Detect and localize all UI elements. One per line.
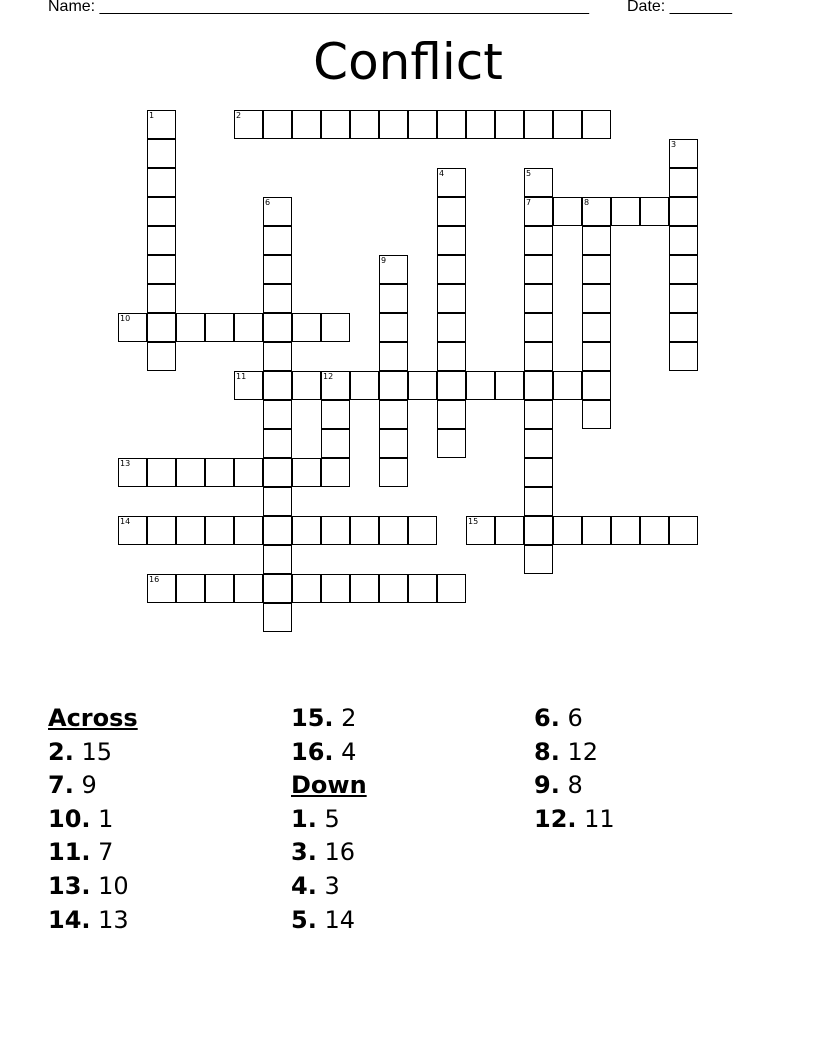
clue-down-1 (291, 803, 367, 837)
crossword-cell[interactable] (524, 429, 553, 458)
crossword-cell[interactable] (263, 487, 292, 516)
clue-across-7 (48, 769, 138, 803)
crossword-cell[interactable] (669, 139, 698, 168)
crossword-cell[interactable] (582, 313, 611, 342)
crossword-cell[interactable] (263, 545, 292, 574)
crossword-cell[interactable] (524, 516, 553, 545)
crossword-cell[interactable] (437, 168, 466, 197)
crossword-cell[interactable] (669, 226, 698, 255)
crossword-cell[interactable] (292, 371, 321, 400)
crossword-cell[interactable] (292, 574, 321, 603)
crossword-cell[interactable] (147, 342, 176, 371)
clue-number: 9. (534, 771, 560, 800)
crossword-cell[interactable] (379, 255, 408, 284)
crossword-cell[interactable] (147, 255, 176, 284)
clue-column-1 (48, 702, 138, 937)
crossword-cell[interactable] (437, 197, 466, 226)
clue-text: 11 (584, 804, 615, 833)
clue-number: 13. (48, 871, 91, 900)
crossword-cell[interactable] (321, 110, 350, 139)
crossword-cell[interactable] (582, 516, 611, 545)
crossword-cell[interactable] (582, 284, 611, 313)
crossword-cell[interactable] (147, 139, 176, 168)
clue-number-label: 4 (439, 169, 445, 178)
crossword-cell[interactable] (408, 371, 437, 400)
crossword-cell[interactable] (524, 313, 553, 342)
crossword-cell[interactable] (263, 342, 292, 371)
crossword-cell[interactable] (263, 284, 292, 313)
crossword-cell[interactable] (466, 110, 495, 139)
clue-number: 2. (48, 737, 74, 766)
clue-down-9 (534, 769, 615, 803)
crossword-cell[interactable] (205, 574, 234, 603)
crossword-cell[interactable] (437, 429, 466, 458)
crossword-cell[interactable] (669, 284, 698, 313)
crossword-cell[interactable] (176, 313, 205, 342)
crossword-cell[interactable] (524, 400, 553, 429)
clue-number-label: 15 (468, 517, 479, 526)
crossword-cell[interactable] (234, 110, 263, 139)
clue-number: 8. (534, 737, 560, 766)
crossword-cell[interactable] (234, 458, 263, 487)
clue-text: 12 (567, 737, 599, 766)
crossword-cell[interactable] (582, 197, 611, 226)
clue-text: 1 (98, 804, 114, 833)
crossword-cell[interactable] (321, 516, 350, 545)
crossword-cell[interactable] (263, 458, 292, 487)
clue-text: 7 (98, 838, 114, 867)
clue-number-label: 5 (526, 169, 532, 178)
crossword-cell[interactable] (669, 197, 698, 226)
crossword-cell[interactable] (292, 110, 321, 139)
crossword-cell[interactable] (495, 371, 524, 400)
crossword-cell[interactable] (437, 342, 466, 371)
crossword-cell[interactable] (263, 429, 292, 458)
crossword-cell[interactable] (350, 574, 379, 603)
crossword-cell[interactable] (292, 458, 321, 487)
crossword-cell[interactable] (321, 400, 350, 429)
crossword-cell[interactable] (553, 371, 582, 400)
clue-text: 15 (81, 737, 113, 766)
crossword-cell[interactable] (263, 603, 292, 632)
crossword-cell[interactable] (582, 110, 611, 139)
crossword-cell[interactable] (669, 516, 698, 545)
clue-text: 16 (324, 838, 356, 867)
crossword-cell[interactable] (640, 516, 669, 545)
crossword-cell[interactable] (495, 110, 524, 139)
clue-number-label: 1 (149, 111, 155, 120)
crossword-cell[interactable] (118, 516, 147, 545)
crossword-cell[interactable] (553, 197, 582, 226)
crossword-cell[interactable] (553, 110, 582, 139)
crossword-cell[interactable] (147, 110, 176, 139)
clue-number-label: 3 (671, 140, 677, 149)
crossword-cell[interactable] (263, 400, 292, 429)
crossword-cell[interactable] (263, 255, 292, 284)
clue-text: 14 (324, 905, 356, 934)
clue-text: 9 (81, 771, 97, 800)
clue-across-10 (48, 803, 138, 837)
crossword-cell[interactable] (669, 255, 698, 284)
crossword-cell[interactable] (379, 284, 408, 313)
crossword-cell[interactable] (524, 458, 553, 487)
crossword-cell[interactable] (669, 168, 698, 197)
crossword-cell[interactable] (321, 458, 350, 487)
crossword-cell[interactable] (524, 168, 553, 197)
crossword-cell[interactable] (321, 574, 350, 603)
crossword-cell[interactable] (524, 110, 553, 139)
clue-number: 10. (48, 804, 91, 833)
crossword-cell[interactable] (263, 516, 292, 545)
crossword-cell[interactable] (234, 313, 263, 342)
clue-number-label: 14 (120, 517, 131, 526)
crossword-cell[interactable] (147, 226, 176, 255)
crossword-cell[interactable] (321, 429, 350, 458)
clue-number: 4. (291, 871, 317, 900)
crossword-cell[interactable] (524, 342, 553, 371)
crossword-cell[interactable] (147, 516, 176, 545)
crossword-cell[interactable] (437, 284, 466, 313)
down-heading: Down (291, 771, 367, 800)
crossword-cell[interactable] (408, 516, 437, 545)
crossword-cell[interactable] (147, 574, 176, 603)
crossword-cell[interactable] (524, 487, 553, 516)
crossword-cell[interactable] (379, 516, 408, 545)
clue-across-16 (291, 736, 367, 770)
crossword-cell[interactable] (292, 313, 321, 342)
clue-text: 5 (324, 804, 340, 833)
crossword-cell[interactable] (263, 574, 292, 603)
clue-number-label: 16 (149, 575, 160, 584)
clue-text: 13 (98, 905, 129, 934)
crossword-cell[interactable] (234, 516, 263, 545)
crossword-cell[interactable] (611, 516, 640, 545)
clue-number-label: 9 (381, 256, 387, 265)
crossword-cell[interactable] (263, 197, 292, 226)
clue-number: 3. (291, 838, 317, 867)
crossword-cell[interactable] (437, 574, 466, 603)
clue-number-label: 6 (265, 198, 271, 207)
clue-number-label: 2 (236, 111, 242, 120)
clue-down-8 (534, 736, 615, 770)
clue-number: 1. (291, 804, 317, 833)
crossword-cell[interactable] (379, 400, 408, 429)
name-field[interactable]: Name: _______________________________________________________ (48, 0, 589, 15)
crossword-cell[interactable] (263, 110, 292, 139)
crossword-cell[interactable] (669, 342, 698, 371)
crossword-cell[interactable] (234, 371, 263, 400)
clue-number-label: 8 (584, 198, 590, 207)
crossword-cell[interactable] (524, 197, 553, 226)
crossword-cell[interactable] (379, 429, 408, 458)
crossword-cell[interactable] (321, 313, 350, 342)
crossword-cell[interactable] (669, 313, 698, 342)
crossword-cell[interactable] (263, 313, 292, 342)
crossword-cell[interactable] (118, 458, 147, 487)
clue-column-2 (291, 702, 367, 937)
clue-text: 3 (324, 871, 340, 900)
crossword-cell[interactable] (147, 197, 176, 226)
crossword-cell[interactable] (350, 516, 379, 545)
crossword-cell[interactable] (437, 110, 466, 139)
clue-text: 6 (567, 704, 583, 732)
crossword-cell[interactable] (582, 342, 611, 371)
crossword-cell[interactable] (118, 313, 147, 342)
crossword-cell[interactable] (437, 400, 466, 429)
clue-across-11 (48, 836, 138, 870)
crossword-cell[interactable] (379, 110, 408, 139)
crossword-cell[interactable] (582, 400, 611, 429)
clue-down-6 (534, 702, 615, 736)
crossword-cell[interactable] (379, 371, 408, 400)
crossword-cell[interactable] (205, 458, 234, 487)
crossword-cell[interactable] (292, 516, 321, 545)
crossword-cell[interactable] (437, 313, 466, 342)
across-heading: Across (48, 704, 138, 732)
crossword-cell[interactable] (408, 110, 437, 139)
crossword-cell[interactable] (524, 371, 553, 400)
date-field[interactable]: Date: _______ (627, 0, 732, 15)
clue-column-3 (534, 702, 615, 836)
crossword-cell[interactable] (524, 545, 553, 574)
clue-number-label: 12 (323, 372, 334, 381)
clue-number: 5. (291, 905, 317, 934)
crossword-cell[interactable] (205, 313, 234, 342)
clue-across-13 (48, 870, 138, 904)
crossword-cell[interactable] (582, 226, 611, 255)
crossword-cell[interactable] (437, 226, 466, 255)
clue-text: 2 (341, 704, 357, 732)
clue-number: 6. (534, 704, 560, 732)
crossword-cell[interactable] (524, 226, 553, 255)
clue-number-label: 10 (120, 314, 131, 323)
clue-text: 8 (567, 771, 583, 800)
crossword-cell[interactable] (466, 371, 495, 400)
clue-number: 7. (48, 771, 74, 800)
crossword-cell[interactable] (263, 371, 292, 400)
crossword-cell[interactable] (437, 255, 466, 284)
clue-across-15 (291, 702, 367, 736)
crossword-cell[interactable] (176, 516, 205, 545)
clue-down-3 (291, 836, 367, 870)
clue-number: 11. (48, 838, 91, 867)
crossword-cell[interactable] (379, 458, 408, 487)
clue-across-14 (48, 904, 138, 938)
crossword-cell[interactable] (350, 110, 379, 139)
clue-number-label: 7 (526, 198, 532, 207)
crossword-cell[interactable] (437, 371, 466, 400)
crossword-cell[interactable] (379, 574, 408, 603)
crossword-cell[interactable] (408, 574, 437, 603)
clue-text: 4 (341, 737, 357, 766)
clue-number: 15. (291, 704, 334, 732)
crossword-cell[interactable] (321, 371, 350, 400)
crossword-cell[interactable] (147, 168, 176, 197)
crossword-cell[interactable] (176, 574, 205, 603)
crossword-cell[interactable] (234, 574, 263, 603)
clue-number: 12. (534, 804, 577, 833)
crossword-cell[interactable] (524, 284, 553, 313)
clue-number-label: 13 (120, 459, 131, 468)
crossword-cell[interactable] (263, 226, 292, 255)
clue-number-label: 11 (236, 372, 247, 381)
clue-down-5 (291, 904, 367, 938)
crossword-cell[interactable] (350, 371, 379, 400)
crossword-cell[interactable] (147, 313, 176, 342)
crossword-cell[interactable] (582, 371, 611, 400)
crossword-cell[interactable] (582, 255, 611, 284)
clue-number: 14. (48, 905, 91, 934)
crossword-cell[interactable] (205, 516, 234, 545)
clue-across-2 (48, 736, 138, 770)
crossword-cell[interactable] (553, 516, 582, 545)
crossword-cell[interactable] (611, 197, 640, 226)
clue-text: 10 (98, 871, 129, 900)
clue-down-4 (291, 870, 367, 904)
clue-down-12 (534, 803, 615, 837)
crossword-cell[interactable] (176, 458, 205, 487)
page-title: Conflict (313, 33, 503, 91)
crossword-cell[interactable] (640, 197, 669, 226)
crossword-cell[interactable] (147, 458, 176, 487)
crossword-cell[interactable] (379, 313, 408, 342)
crossword-cell[interactable] (466, 516, 495, 545)
crossword-cell[interactable] (524, 255, 553, 284)
crossword-cell[interactable] (495, 516, 524, 545)
crossword-cell[interactable] (379, 342, 408, 371)
crossword-cell[interactable] (147, 284, 176, 313)
clue-number: 16. (291, 737, 334, 766)
